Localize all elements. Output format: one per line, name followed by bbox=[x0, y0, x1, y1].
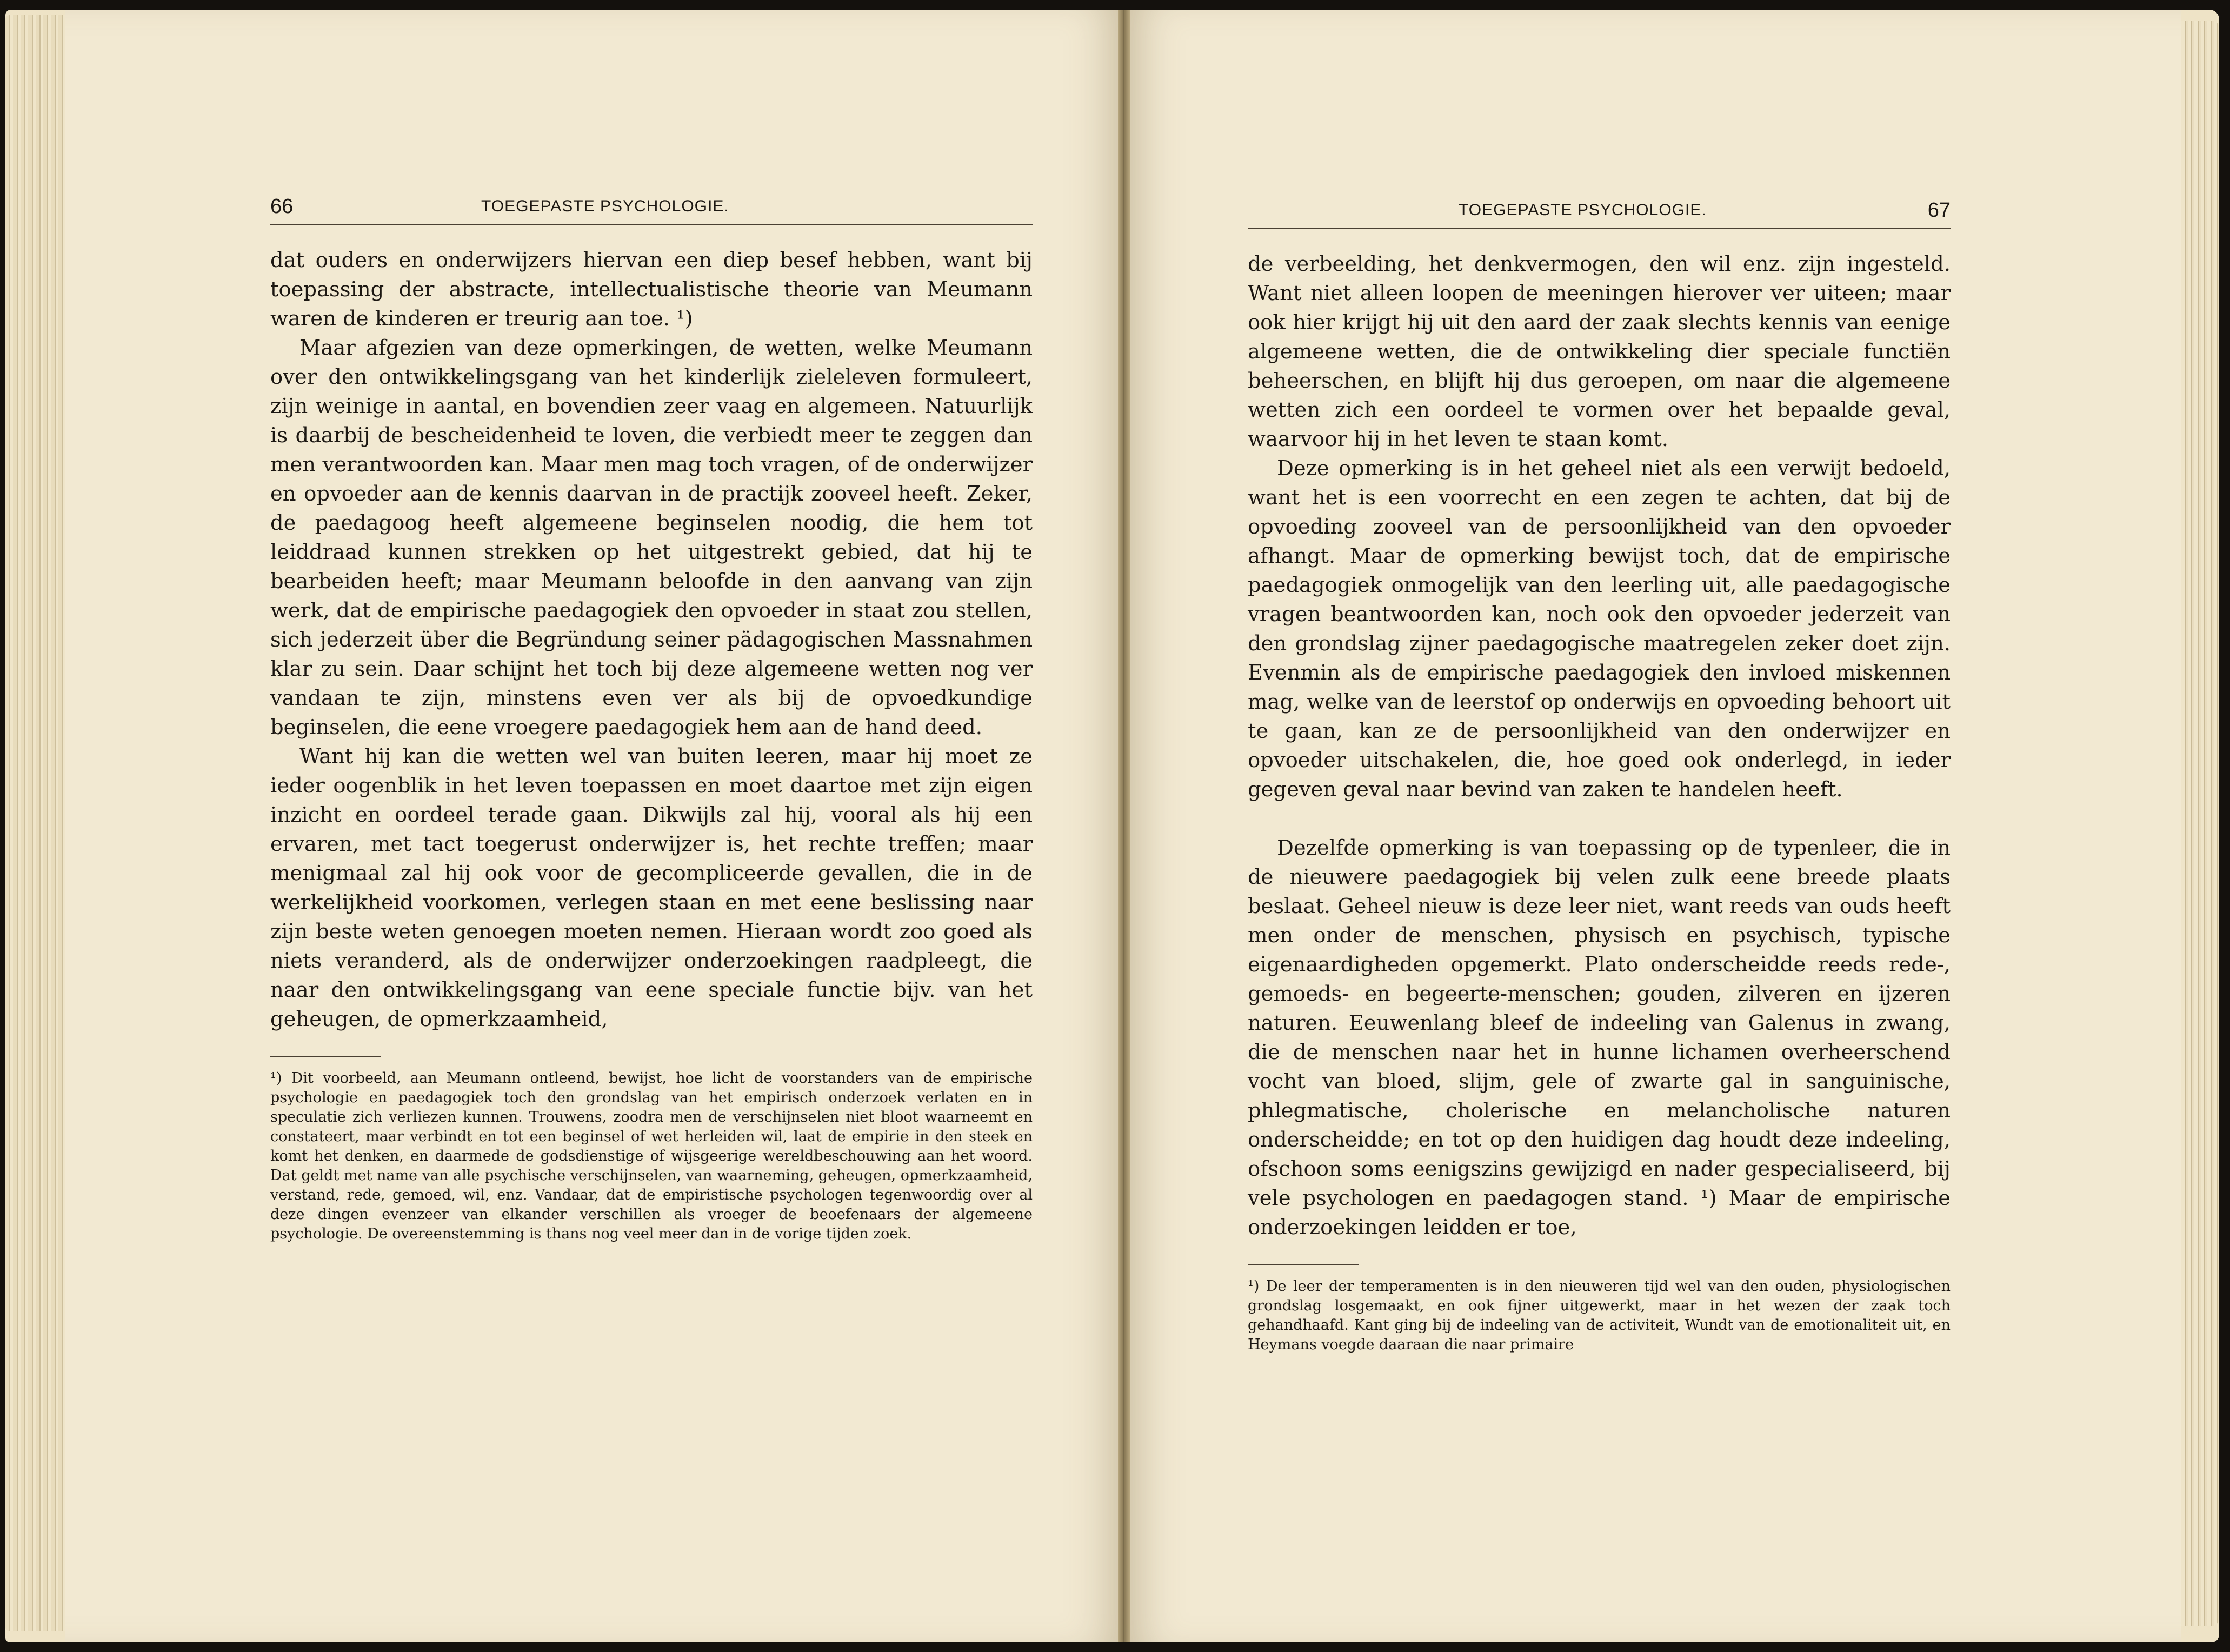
page-number: 67 bbox=[1927, 199, 1951, 222]
paragraph: dat ouders en onderwijzers hiervan een diep besef hebben, want bij toepassing der abstracte, intellectualistische theorie van Meumann waren de kinderen er treurig aan toe. ¹) bbox=[270, 248, 1033, 331]
right-page-body bbox=[1248, 250, 1951, 1242]
footnote-rule bbox=[1248, 1264, 1359, 1265]
left-page-body bbox=[270, 246, 1033, 1034]
paragraph: de verbeelding, het denkvermogen, den wil enz. zijn ingesteld. Want niet alleen loopen de meeningen hierover ver uiteen; maar ook hier krijgt hij uit den aard der zaak slechts kennis van eenige algemeene wetten, die de ontwikkeling dier speciale functiën beheerschen, en blijft hij dus geroepen, om naar die algemeene wetten zich een oordeel te vormen over het bepaalde geval, waarvoor hij in het leven te staan komt. bbox=[1248, 252, 1951, 451]
paragraph: Want hij kan die wetten wel van buiten leeren, maar hij moet ze ieder oogenblik in het leven toepassen en moet daartoe met zijn eigen inzicht en oordeel terade gaan. Dikwijls zal hij, vooral als hij een ervaren, met tact toegerust onderwijzer is, het rechte treffen; maar menigmaal zal hij ook voor de gecompliceerde gevallen, die in de werkelijkheid voorkomen, verlegen staan en met eene beslissing naar zijn beste weten genoegen moeten nemen. Hieraan wordt zoo goed als niets veranderd, als de onderwijzer onderzoekingen raadpleegt, die naar den ontwikkelingsgang van eene speciale functie bijv. van het geheugen, de opmerkzaamheid, bbox=[270, 744, 1033, 1031]
page-edges-right bbox=[2181, 21, 2219, 1626]
paragraph: Deze opmerking is in het geheel niet als een verwijt bedoeld, want het is een voorrecht en een zegen te achten, dat bij de opvoeding zooveel van de persoonlijkheid van den opvoeder afhangt. Maar de opmerking bewijst toch, dat de empirische paedagogiek onmogelijk van den leerling uit, alle paedagogische vragen beantwoorden kan, noch ook den opvoeder jederzeit van den grondslag zijner paedagogische maatregelen zeker doet zijn. Evenmin als de empirische paedagogiek den invloed miskennen mag, welke van de leerstof op onderwijs en opvoeding behoort uit te gaan, kan ze de persoonlijkheid van den onderwijzer en opvoeder uitschakelen, die, hoe goed ook onderlegd, in ieder gegeven geval naar bevind van zaken te handelen heeft. bbox=[1248, 456, 1951, 802]
paragraph: Maar afgezien van deze opmerkingen, de wetten, welke Meumann over den ontwikkelingsgang van het kinderlijk zieleleven formuleert, zijn weinige in aantal, en bovendien zeer vaag en algemeen. Natuurlijk is daarbij de bescheidenheid te loven, die verbiedt meer te zeggen dan men verantwoorden kan. Maar men mag toch vragen, of de onderwijzer en opvoeder aan de kennis daarvan in de practijk zooveel heeft. Zeker, de paedagoog heeft algemeene beginselen noodig, die hem tot leiddraad kunnen strekken op het uitgestrekt gebied, dat hij te bearbeiden heeft; maar Meumann beloofde in den aanvang van zijn werk, dat de empirische paedagogiek den opvoeder in staat zou stellen, sich jederzeit über die Begründung seiner pädagogischen Massnahmen klar zu sein. Daar schijnt het toch bij deze algemeene wetten nog ver vandaan te zijn, minstens even ver als bij de opvoedkundige beginselen, die eene vroegere paedagogiek hem aan de hand deed. bbox=[270, 336, 1033, 740]
book-gutter bbox=[1118, 10, 1130, 1642]
page-number: 66 bbox=[270, 195, 294, 218]
left-page-content bbox=[270, 192, 1033, 1244]
right-page-header bbox=[1248, 196, 1951, 229]
footnote bbox=[1248, 1277, 1951, 1355]
paragraph: Dezelfde opmerking is van toepassing op de typenleer, die in de nieuwere paedagogiek bij velen zulk eene breede plaats beslaat. Geheel nieuw is deze leer niet, want reeds van ouds heeft men onder de menschen, physisch en psychisch, typische eigenaardigheden opgemerkt. Plato onderscheidde reeds rede-, gemoeds- en begeerte-menschen; gouden, zilveren en ijzeren naturen. Eeuwenlang bleef de indeeling van Galenus in zwang, die de menschen naar het in hunne lichamen overheerschend vocht van bloed, slijm, gele of zwarte gal in sanguinische, phlegmatische, cholerische en melancholische naturen onderscheidde; en tot op den huidigen dag houdt deze indeeling, ofschoon soms eenigszins gewijzigd en nader gespecialiseerd, bij vele psychologen en paedagogen stand. ¹) Maar de empirische onderzoekingen leidden er toe, bbox=[1248, 836, 1951, 1240]
footnote-text: ¹) Dit voorbeeld, aan Meumann ontleend, bewijst, hoe licht de voorstanders van de empirische psychologie en paedagogiek toch den grondslag van het empirisch onderzoek verlaten en in speculatie zich verliezen kunnen. Trouwens, zoodra men de verschijnselen niet bloot waarneemt en constateert, maar verbindt en tot een beginsel of wet herleiden wil, laat de empirie in den steek en komt het denken, en daarmede de godsdienstige of wijsgeerige wereldbeschouwing aan het woord. Dat geldt met name van alle psychische verschijnselen, van waarneming, geheugen, opmerkzaamheid, verstand, rede, gemoed, wil, enz. Vandaar, dat de empiristische psychologen tegenwoordig over al deze dingen evenzeer van elkander verschillen als vroeger de beoefenaars der algemeene psychologie. De overeenstemming is thans nog veel meer dan in de vorige tijden zoek. bbox=[270, 1070, 1033, 1242]
running-head: TOEGEPASTE PSYCHOLOGIE. bbox=[481, 197, 729, 215]
footnote-text: ¹) De leer der temperamenten is in den nieuweren tijd wel van den ouden, physiologischen grondslag losgemaakt, en ook fijner uitgewerkt, maar in het wezen der zaak toch gehandhaafd. Kant ging bij de indeeling van de activiteit, Wundt van de emotionaliteit uit, en Heymans voegde daaraan die naar primaire bbox=[1248, 1278, 1951, 1353]
right-page-content bbox=[1248, 196, 1951, 1355]
page-edges-left bbox=[5, 15, 70, 1631]
running-head: TOEGEPASTE PSYCHOLOGIE. bbox=[1459, 201, 1707, 219]
footnote bbox=[270, 1069, 1033, 1244]
footnote-rule bbox=[270, 1056, 381, 1057]
left-page-header bbox=[270, 192, 1033, 225]
